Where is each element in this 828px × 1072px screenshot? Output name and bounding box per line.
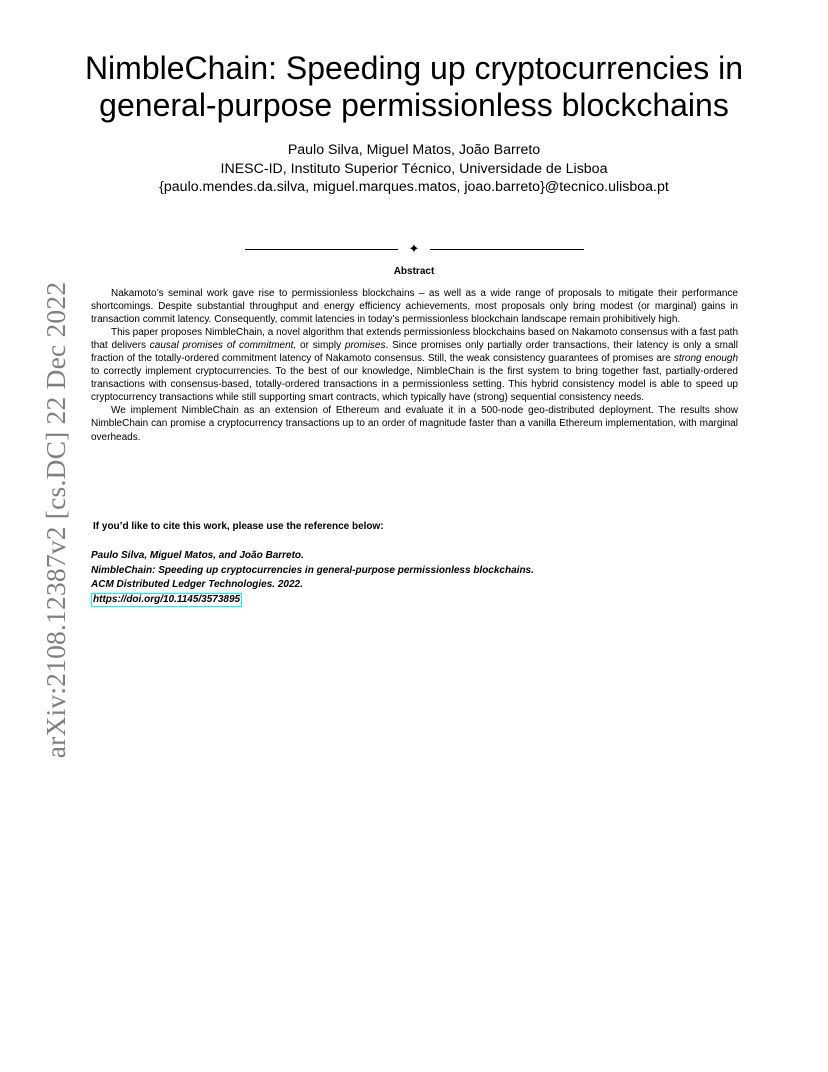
abstract-paragraph-2 (91, 326, 738, 404)
abstract-text: to correctly implement cryptocurrencies. To the best of our knowledge, NimbleChain is the first system to bring together fast, partially-ordered transactions with consensus-based, totally-ordered transactions in a permissionless setting. This hybrid consistency model is able to speed up cryptocurrency transactions while still supporting smart contracts, which typically have (strong) sequential consistency needs. (91, 366, 738, 404)
author-affiliation: INESC-ID, Instituto Superior Técnico, Universidade de Lisboa (220, 160, 608, 177)
abstract-paragraph-1: Nakamoto’s seminal work gave rise to permissionless blockchains – as well as a wide range of proposals to mitigate their performance shortcomings. Despite substantial throughput and energy efficiency achievements, most proposals only bring modest (or marginal) gains in transaction commit latency. Consequently, commit latencies in today’s permissionless blockchain landscape remain prohibitively high. (91, 288, 738, 326)
abstract-body (91, 287, 738, 444)
citation-authors: Paulo Silva, Miguel Matos, and João Barreto. (91, 550, 304, 561)
paper-title-line-2: general-purpose permissionless blockchains (99, 87, 729, 123)
abstract-paragraph-3: We implement NimbleChain as an extension of Ethereum and evaluate it in a 500-node geo-distributed deployment. The results show NimbleChain can promise a cryptocurrency transactions up to an order of magnitude faster than a vanilla Ethereum implementation, with marginal overheads. (91, 405, 738, 443)
abstract-text: This paper proposes NimbleChain, a novel algorithm that extends permissionless blockchains based on Nakamoto consensus with a fast path that delivers (91, 327, 739, 352)
citation-note: If you’d like to cite this work, please use the reference below: (93, 521, 384, 532)
citation-title: NimbleChain: Speeding up cryptocurrencies in general-purpose permissionless blockchains. (91, 564, 534, 576)
separator-line-left (245, 249, 398, 250)
separator-line-right (430, 249, 584, 250)
author-names: Paulo Silva, Miguel Matos, João Barreto (287, 142, 541, 158)
diamond-icon: ✦ (408, 241, 420, 256)
abstract-emphasis: promises (344, 340, 386, 352)
section-separator (245, 240, 584, 258)
author-block (0, 141, 828, 197)
abstract-emphasis: causal promises of commitment, (149, 340, 297, 352)
arxiv-identifier: arXiv:2108.12387v2 [cs.DC] 22 Dec 2022 (40, 281, 71, 759)
citation-venue: ACM Distributed Ledger Technologies. 2022. (91, 579, 303, 590)
paper-title-line-1: NimbleChain: Speeding up cryptocurrencies in (84, 50, 744, 86)
abstract-text: . Since promises only partially order transactions, their latency is only a small fraction of the totally-ordered commitment latency of Nakamoto consensus. Still, the weak consistency guarantees of promises are (91, 340, 738, 365)
doi-link[interactable]: https://doi.org/10.1145/3573895 (93, 593, 241, 605)
citation-reference (91, 549, 534, 607)
author-emails: {paulo.mendes.da.silva, miguel.marques.matos, joao.barreto}@tecnico.ulisboa.pt (159, 179, 669, 195)
abstract-heading: Abstract (393, 266, 435, 277)
paper-title (0, 50, 828, 124)
abstract-emphasis: strong enough (673, 353, 738, 365)
abstract-text: or simply (296, 340, 345, 352)
